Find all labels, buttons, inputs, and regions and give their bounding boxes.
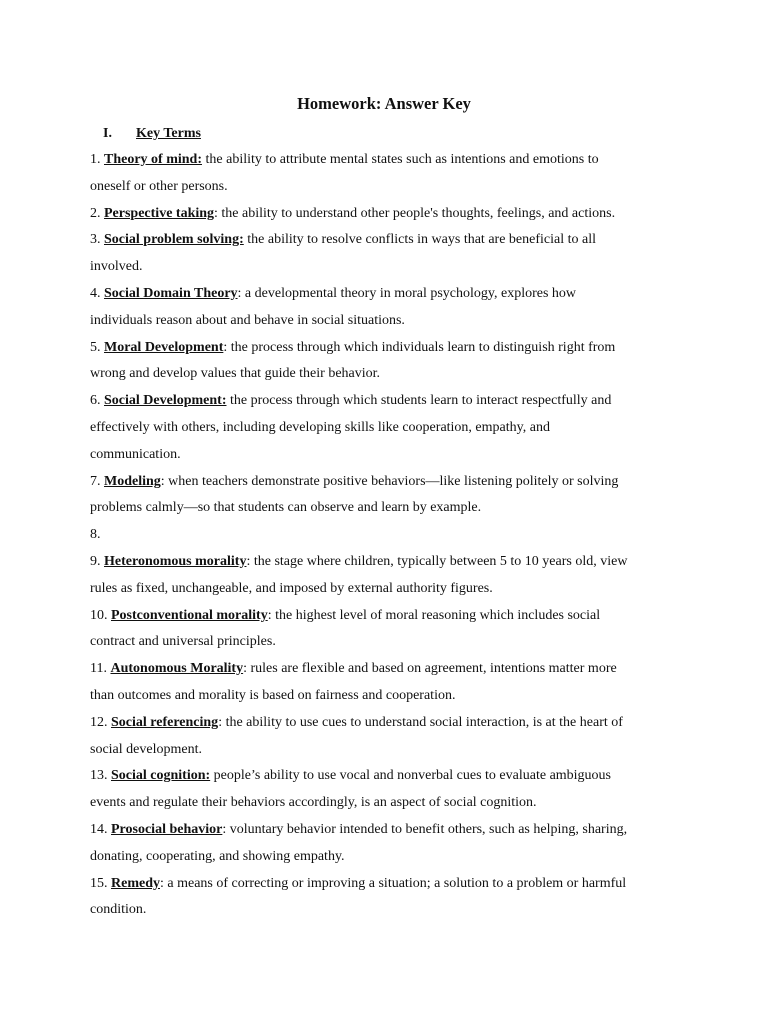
item-number: 13. — [90, 768, 108, 784]
item-number: 1. — [90, 152, 101, 167]
item-definition: : the process through which individuals learn to distinguish right from — [223, 339, 616, 355]
list-item-continuation: events and regulate their behaviors accordingly, is an aspect of social cognition. — [90, 795, 537, 811]
item-term: Heteronomous morality — [104, 553, 247, 569]
item-definition: the ability to resolve conflicts in ways that are beneficial to all — [243, 232, 596, 248]
list-item — [90, 522, 680, 549]
section-heading — [103, 123, 201, 145]
item-term: Modeling — [104, 473, 161, 489]
list-item — [90, 871, 680, 898]
item-term: Postconventional morality — [111, 607, 268, 623]
item-term: Perspective taking — [104, 205, 215, 221]
item-number: 7. — [90, 473, 101, 489]
item-definition: : a developmental theory in moral psychology, explores how — [237, 285, 577, 301]
list-item-continuation: communication. — [90, 446, 181, 462]
item-definition: : the ability to understand other people's thoughts, feelings, and actions. — [214, 205, 616, 221]
item-definition: : voluntary behavior intended to benefit others, such as helping, sharing, — [222, 821, 628, 837]
item-term: Autonomous Morality — [110, 661, 244, 677]
list-item-continuation: than outcomes and morality is based on fairness and cooperation. — [90, 687, 456, 703]
item-term: Moral Development — [104, 339, 224, 355]
list-item-continuation: rules as fixed, unchangeable, and imposed by external authority figures. — [90, 580, 493, 596]
item-term: Social problem solving: — [104, 232, 244, 248]
item-definition: : the highest level of moral reasoning which includes social — [267, 607, 601, 623]
item-number: 4. — [90, 285, 101, 301]
item-definition: : the stage where children, typically between 5 to 10 years old, view — [246, 553, 628, 569]
list-item — [90, 147, 680, 174]
page-title: Homework: Answer Key — [297, 94, 471, 113]
list-item — [90, 710, 680, 737]
list-item — [90, 388, 680, 415]
list-item-continuation: condition. — [90, 902, 147, 918]
list-item — [90, 656, 680, 683]
item-definition: people’s ability to use vocal and nonverbal cues to evaluate ambiguous — [210, 768, 612, 784]
item-term: Social referencing — [111, 714, 219, 730]
key-terms-list — [90, 147, 680, 924]
list-item-continuation: individuals reason about and behave in social situations. — [90, 312, 405, 328]
item-term: Theory of mind: — [104, 152, 202, 167]
item-term: Prosocial behavior — [111, 821, 223, 837]
item-term: Social Development: — [104, 393, 227, 409]
item-number: 2. — [90, 205, 101, 221]
list-item — [90, 469, 680, 496]
list-item — [90, 201, 680, 228]
item-term: Remedy — [111, 875, 160, 891]
list-item — [90, 763, 680, 790]
list-item-continuation: involved. — [90, 259, 143, 275]
item-term: Social Domain Theory — [104, 285, 238, 301]
item-term: Social cognition: — [111, 768, 211, 784]
item-definition: : the ability to use cues to understand social interaction, is at the heart of — [218, 714, 623, 730]
item-definition: the ability to attribute mental states such as intentions and emotions to — [202, 152, 599, 167]
item-number: 5. — [90, 339, 101, 355]
list-item — [90, 335, 680, 362]
list-item — [90, 817, 680, 844]
item-definition: the process through which students learn to interact respectfully and — [226, 393, 612, 409]
list-item-continuation: oneself or other persons. — [90, 178, 228, 194]
list-item — [90, 227, 680, 254]
item-number: 9. — [90, 553, 101, 569]
item-definition: : a means of correcting or improving a situation; a solution to a problem or harmful — [160, 875, 627, 891]
list-item-continuation: wrong and develop values that guide their behavior. — [90, 366, 381, 382]
list-item-continuation: problems calmly—so that students can observe and learn by example. — [90, 500, 482, 516]
item-number: 10. — [90, 607, 108, 623]
section-name: Key Terms — [136, 126, 201, 141]
list-item — [90, 281, 680, 308]
item-number: 11. — [90, 661, 107, 677]
item-number: 12. — [90, 714, 108, 730]
list-item — [90, 549, 680, 576]
item-definition: : when teachers demonstrate positive behaviors—like listening politely or solving — [160, 473, 619, 489]
list-item — [90, 603, 680, 630]
item-number: 8. — [90, 527, 101, 543]
section-numeral: I. — [103, 126, 112, 141]
list-item-continuation: contract and universal principles. — [90, 634, 276, 650]
list-item-continuation: social development. — [90, 741, 202, 757]
item-number: 15. — [90, 875, 108, 891]
item-definition: : rules are flexible and based on agreement, intentions matter more — [243, 661, 617, 677]
item-number: 14. — [90, 821, 108, 837]
item-number: 3. — [90, 232, 101, 248]
item-number: 6. — [90, 393, 101, 409]
list-item-continuation: donating, cooperating, and showing empathy. — [90, 848, 345, 864]
list-item-continuation: effectively with others, including developing skills like cooperation, empathy, and — [90, 419, 550, 435]
